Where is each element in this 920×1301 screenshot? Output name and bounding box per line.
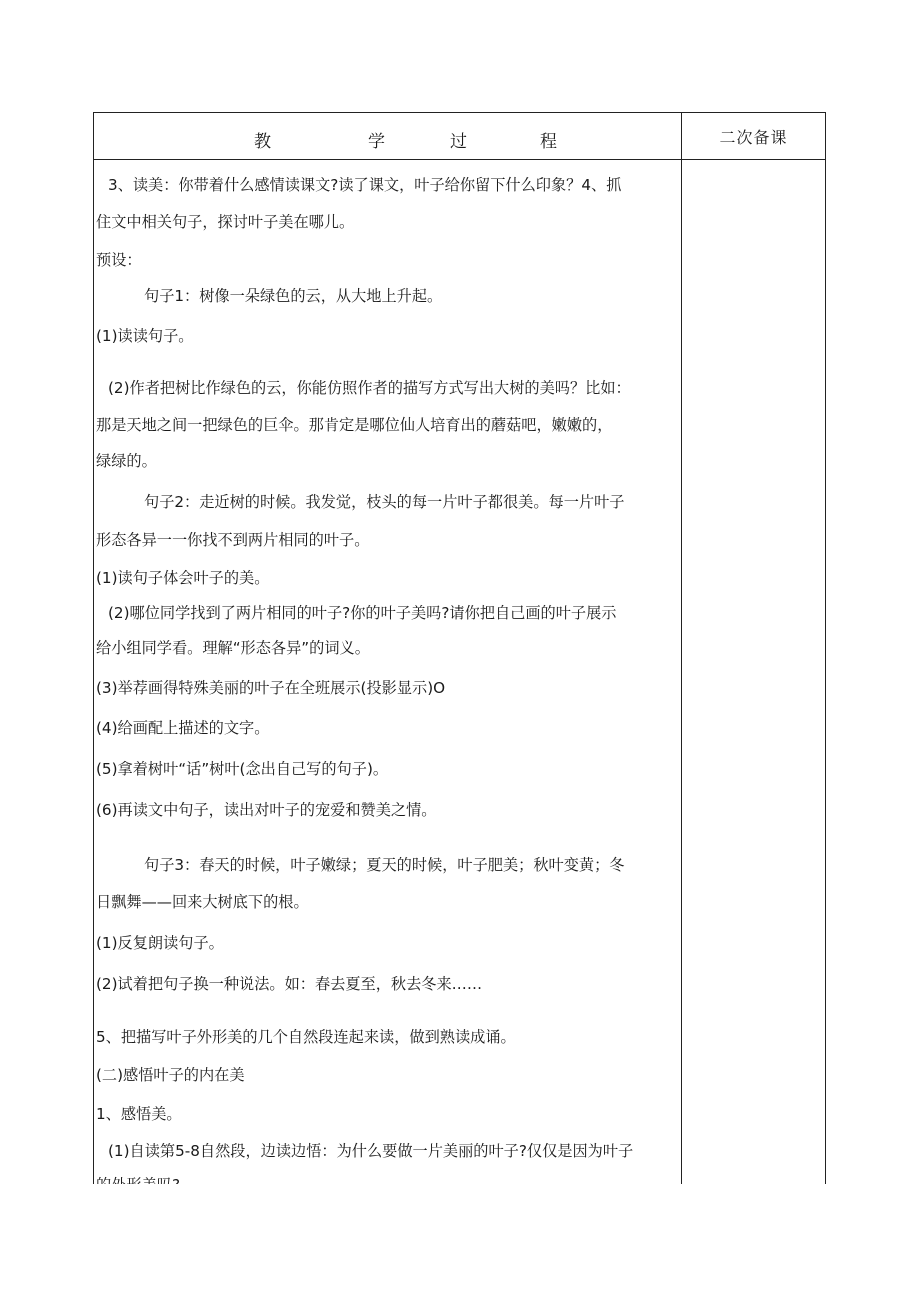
second-prep-header: 二次备课 <box>719 127 788 147</box>
text-line: 那是天地之间一把绿色的巨伞。那肯定是哪位仙人培育出的蘑菇吧，嫩嫩的， <box>96 416 613 434</box>
text-line: (1)读读句子。 <box>96 327 194 345</box>
text-line: 1、感悟美。 <box>96 1105 182 1123</box>
header-char: 教 <box>254 132 271 152</box>
text-line: (1)自读第5-8自然段，边读边悟：为什么要做一片美丽的叶子?仅仅是因为叶子 <box>108 1142 634 1160</box>
text-line: (1)读句子体会叶子的美。 <box>96 569 270 587</box>
text-line: (5)拿着树叶“话”树叶(念出自己写的句子)。 <box>96 760 389 778</box>
text-line: (1)反复朗读句子。 <box>96 934 224 952</box>
text-line: 绿绿的。 <box>96 452 157 470</box>
text-line: 句子2：走近树的时候。我发觉，枝头的每一片叶子都很美。每一片叶子 <box>144 493 625 511</box>
text-line: (2)哪位同学找到了两片相同的叶子?你的叶子美吗?请你把自己画的叶子展示 <box>108 604 617 622</box>
lesson-content <box>96 174 680 1184</box>
header-char: 过 <box>450 132 467 152</box>
text-line: (4)给画配上描述的文字。 <box>96 719 270 737</box>
text-line: (6)再读文中句子，读出对叶子的宠爱和赞美之情。 <box>96 801 437 819</box>
page-bottom-margin <box>0 1184 920 1301</box>
column-divider <box>681 112 682 1184</box>
text-line: 句子1：树像一朵绿色的云，从大地上升起。 <box>144 287 443 305</box>
text-line: 形态各异一一你找不到两片相同的叶子。 <box>96 531 370 549</box>
text-line: 预设： <box>96 251 142 269</box>
text-line: (2)作者把树比作绿色的云，你能仿照作者的描写方式写出大树的美吗？比如： <box>108 379 631 397</box>
text-line: 给小组同学看。理解“形态各异”的词义。 <box>96 639 370 657</box>
header-divider <box>93 159 826 160</box>
teaching-process-header <box>94 113 681 159</box>
header-char: 程 <box>540 132 557 152</box>
text-line: 句子3：春天的时候，叶子嫩绿；夏天的时候，叶子肥美；秋叶变黄；冬 <box>144 856 625 874</box>
text-line: (3)举荐画得特殊美丽的叶子在全班展示(投影显示)O <box>96 679 446 697</box>
header-char: 学 <box>368 132 385 152</box>
text-line: 住文中相关句子，探讨叶子美在哪儿。 <box>96 213 355 231</box>
text-line: 3、读美：你带着什么感情读课文?读了课文，叶子给你留下什么印象？4、抓 <box>108 176 622 194</box>
text-line: 5、把描写叶子外形美的几个自然段连起来读，做到熟读成诵。 <box>96 1028 516 1046</box>
text-line: (二)感悟叶子的内在美 <box>96 1066 245 1084</box>
text-line: (2)试着把句子换一种说法。如：春去夏至，秋去冬来…… <box>96 975 483 993</box>
text-line: 日飘舞——回来大树底下的根。 <box>96 893 309 911</box>
